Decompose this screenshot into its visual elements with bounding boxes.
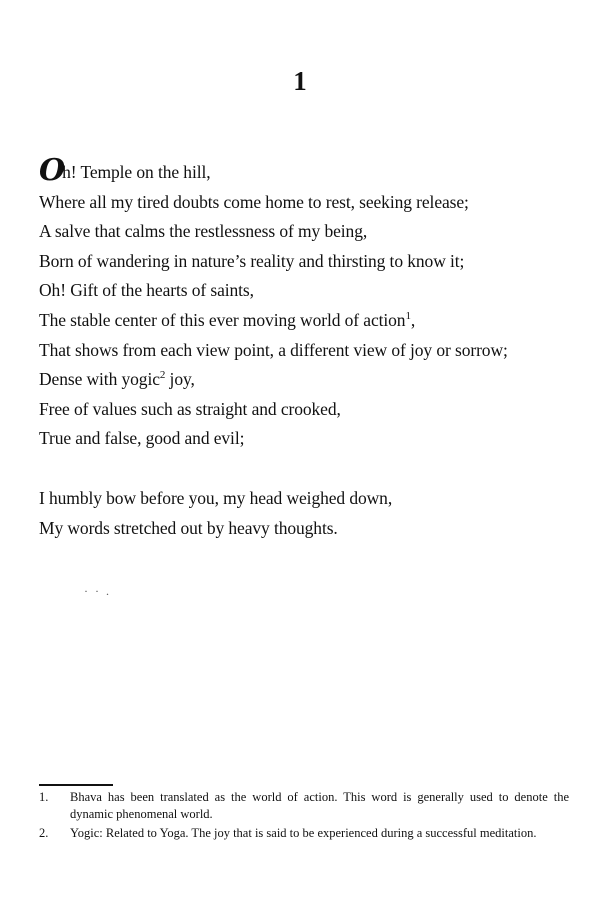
poem-line-11: I humbly bow before you, my head weighed down, xyxy=(39,487,393,508)
poem xyxy=(39,153,594,573)
poem-line-8 xyxy=(39,365,594,395)
poem-line-10: True and false, good and evil; xyxy=(39,428,245,449)
footnote-ref-2: 2 xyxy=(159,369,166,382)
footnotes xyxy=(39,789,569,844)
poem-line-8-tail: joy, xyxy=(165,369,195,390)
footnote-2 xyxy=(39,825,569,842)
poem-line-7: That shows from each view point, a different view of joy or sorrow; xyxy=(39,339,508,360)
footnote-divider xyxy=(39,784,113,786)
poem-line-12: My words stretched out by heavy thoughts. xyxy=(39,517,338,538)
poem-line-8-text: Dense with yogic xyxy=(39,369,160,390)
poem-line-3: A salve that calms the restlessness of my being, xyxy=(39,221,368,242)
stray-mark: · · . xyxy=(84,584,111,598)
stanza-1 xyxy=(39,153,594,454)
poem-line-6-tail: , xyxy=(410,309,416,330)
footnote-1 xyxy=(39,789,569,823)
chapter-number: 1 xyxy=(293,66,307,96)
stanza-2 xyxy=(39,484,594,543)
poem-line-2: Where all my tired doubts come home to rest, seeking release; xyxy=(39,191,469,212)
poem-line-5: Oh! Gift of the hearts of saints, xyxy=(39,280,254,301)
footnote-2-text: Yogic: Related to Yoga. The joy that is said to be experienced during a successful meditation. xyxy=(70,826,537,840)
footnote-1-text: Bhava has been translated as the world of action. This word is generally used to denote the dynamic phenomenal world. xyxy=(70,790,569,821)
poem-line-6-text: The stable center of this ever moving world of action xyxy=(39,309,406,330)
poem-line-4: Born of wandering in nature’s reality and thirsting to know it; xyxy=(39,250,465,271)
footnote-1-number: 1. xyxy=(39,790,49,804)
poem-line-9: Free of values such as straight and crooked, xyxy=(39,398,341,419)
drop-cap: O xyxy=(39,153,62,188)
footnote-ref-1: 1 xyxy=(405,309,411,322)
footnote-2-number: 2. xyxy=(39,826,49,840)
poem-line-1 xyxy=(39,153,594,188)
poem-line-1-text: h! Temple on the hill, xyxy=(62,162,211,182)
poem-line-6 xyxy=(39,306,594,336)
